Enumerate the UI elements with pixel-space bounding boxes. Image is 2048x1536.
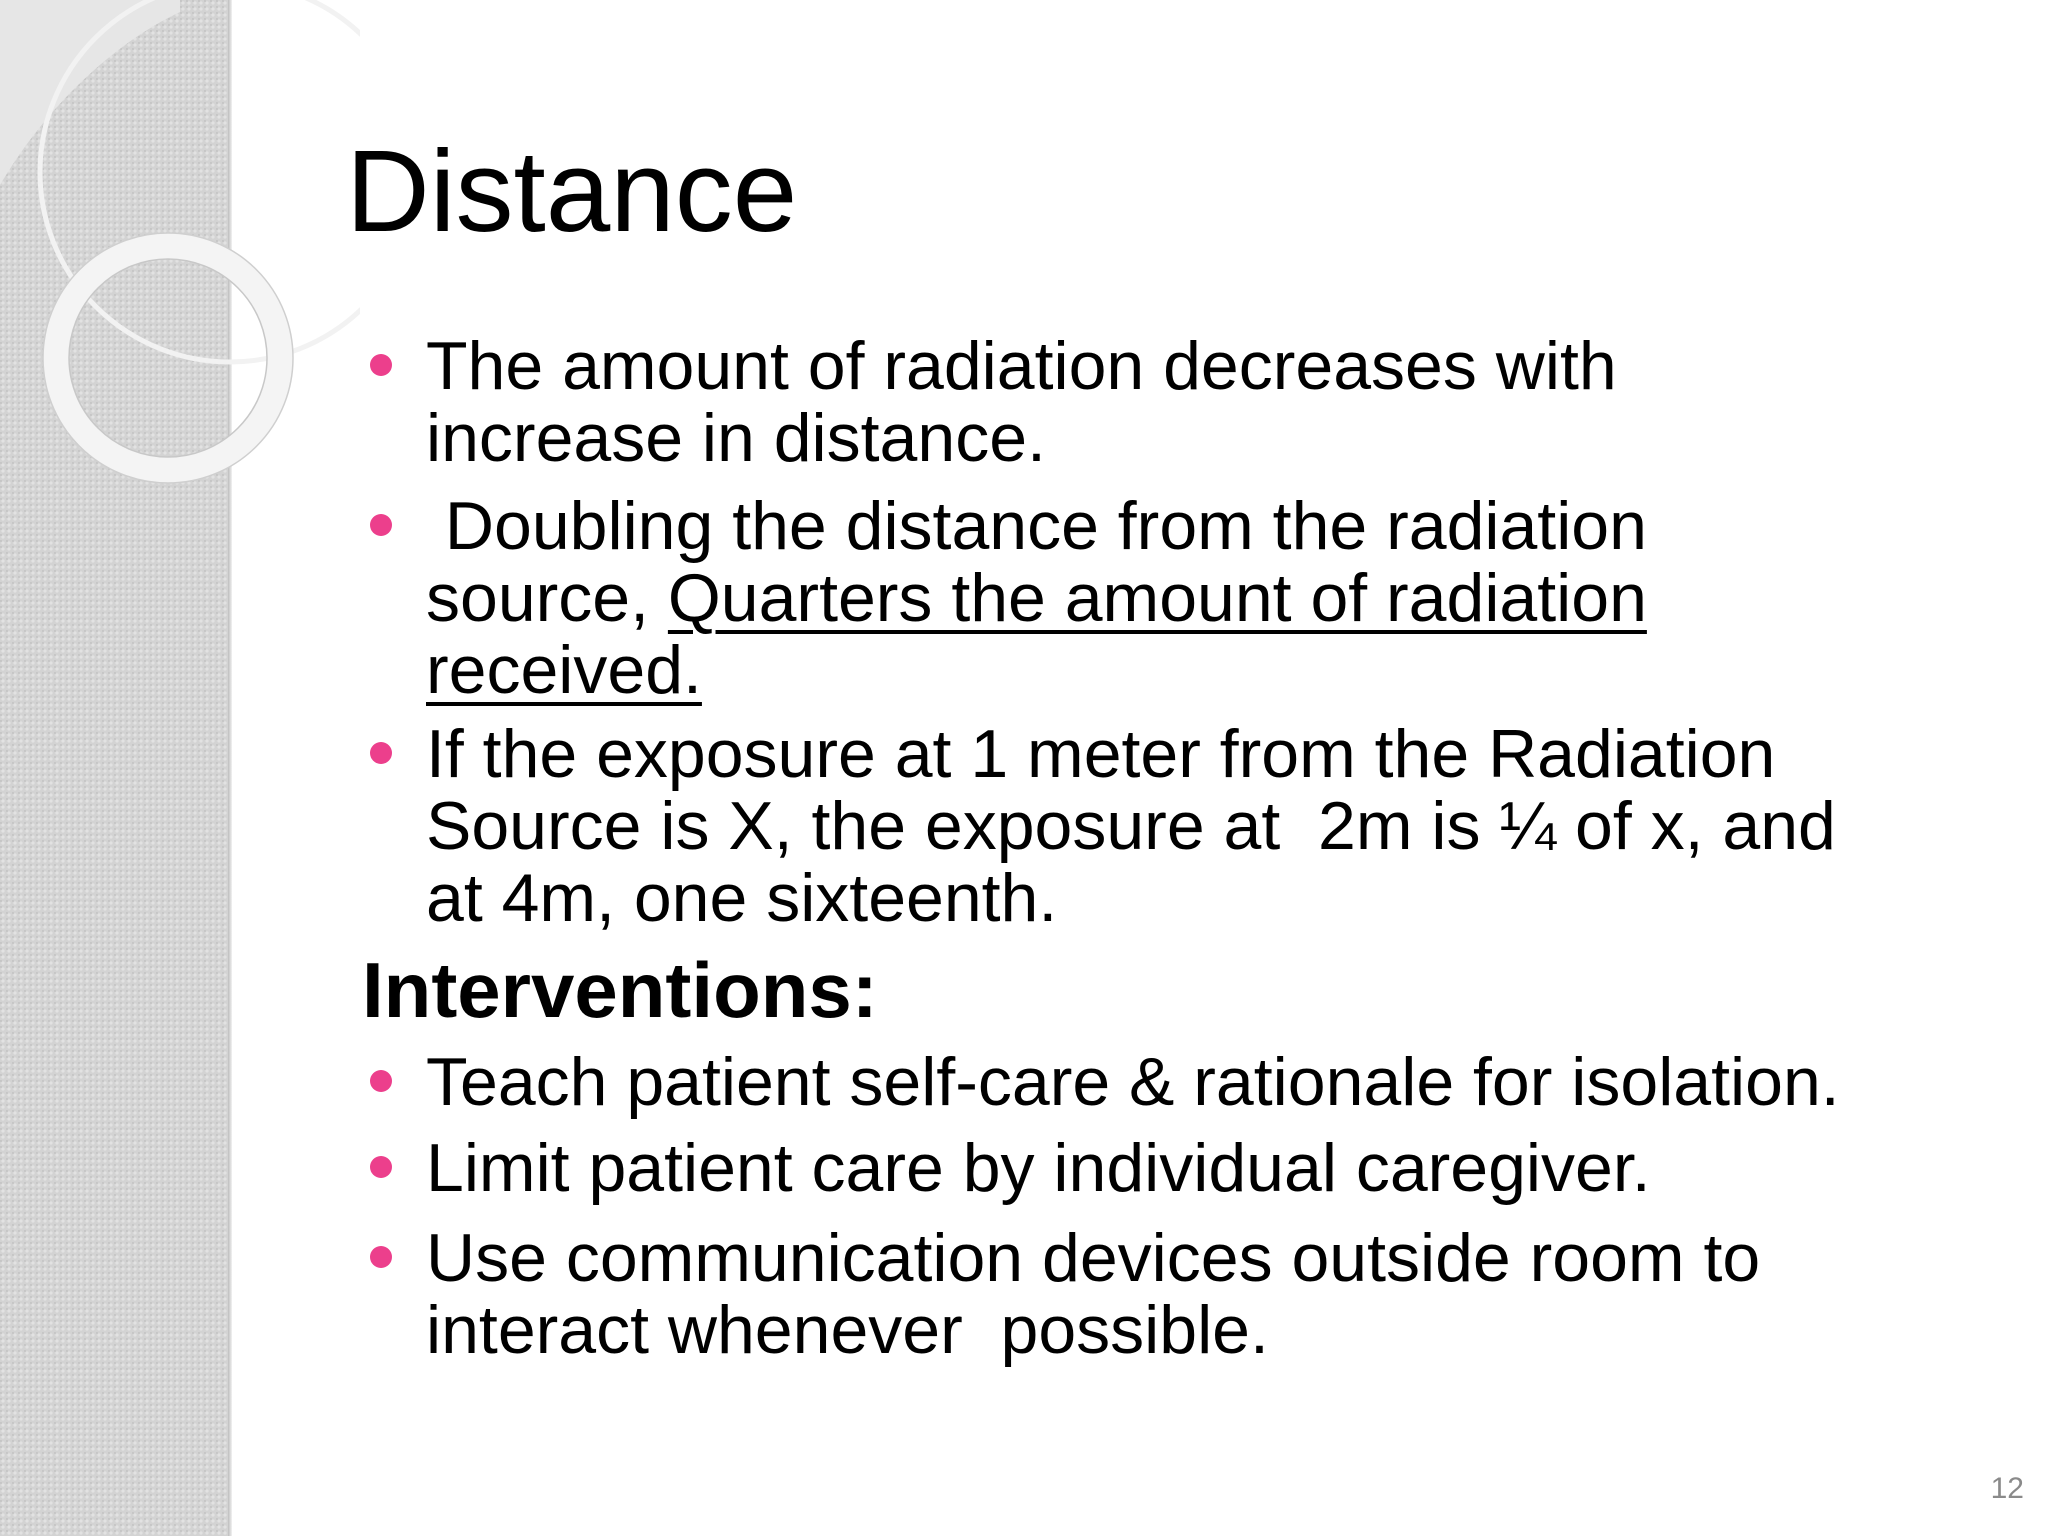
bullet-item-limit-care [426, 1132, 1986, 1204]
bullet-dot-icon [370, 354, 392, 376]
bullet-line: at 4m, one sixteenth. [426, 860, 1058, 936]
bullet-item-doubling-distance [426, 490, 1986, 706]
bullet-line [426, 634, 1986, 706]
slide-page-number: 12 [1990, 1472, 2024, 1505]
bullet-line: The amount of radiation decreases with [426, 328, 1617, 404]
bullet-line: interact whenever possible. [426, 1292, 1269, 1368]
bullet-line: Source is X, the exposure at 2m is ¼ of x, and [426, 788, 1836, 864]
slide-title: Distance [346, 126, 798, 256]
bullet-item-radiation-decreases [426, 330, 1986, 474]
bullet-item-teach-patient [426, 1046, 1986, 1118]
bullet-dot-icon [370, 514, 392, 536]
bullet-line: Limit patient care by individual caregiver. [426, 1130, 1651, 1206]
bullet-item-communication-devices [426, 1222, 1986, 1366]
bullet-dot-icon [370, 742, 392, 764]
interventions-heading: Interventions: [362, 946, 878, 1034]
bullet-line: Use communication devices outside room to [426, 1220, 1761, 1296]
underlined-text: received. [426, 632, 702, 708]
bullet-line: Doubling the distance from the radiation [426, 488, 1647, 564]
bullet-dot-icon [370, 1070, 392, 1092]
bullet-line: If the exposure at 1 meter from the Radiation [426, 716, 1776, 792]
bullet-dot-icon [370, 1246, 392, 1268]
bullet-line: Teach patient self-care & rationale for isolation. [426, 1044, 1840, 1120]
bullet-item-exposure-example [426, 718, 1986, 934]
underlined-text: Quarters the amount of radiation [667, 560, 1647, 636]
bullet-line [426, 562, 1986, 634]
bullet-dot-icon [370, 1156, 392, 1178]
bullet-line: increase in distance. [426, 400, 1046, 476]
bullet-text: source, [426, 560, 668, 636]
